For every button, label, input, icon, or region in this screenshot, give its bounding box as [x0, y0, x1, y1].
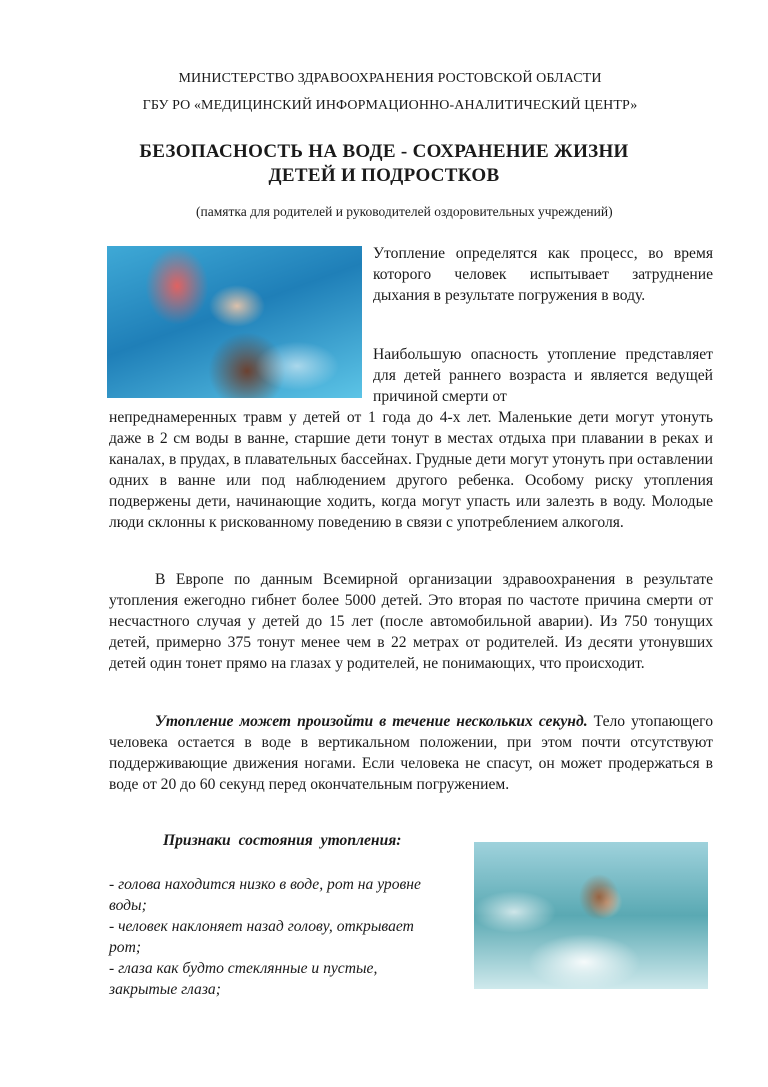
list-item: - глаза как будто стеклянные и пустые, закрытые глаза; — [109, 960, 378, 998]
list-item: - человек наклоняет назад голову, открывает рот; — [109, 918, 414, 956]
paragraph-definition: Утопление определятся как процесс, во время которого человек испытывает затруднение дыхания в результате погружения в воду. — [373, 245, 713, 304]
page-subtitle: (памятка для родителей и руководителей оздоровительных учреждений) — [196, 204, 613, 219]
girl-splashing-photo — [474, 842, 708, 989]
page-title — [0, 140, 768, 188]
list-item: - голова находится низко в воде, рот на уровне воды; — [109, 876, 421, 914]
paragraph-danger-start: Наибольшую опасность утопление представляет для детей раннего возраста и является ведущей причиной смерти от — [373, 346, 713, 405]
signs-list — [109, 874, 439, 1000]
paragraph-europe-stats: В Европе по данным Всемирной организации здравоохранения в результате утопления ежегодно гибнет более 5000 детей. Это вторая по частоте причина смерти от несчастного случая у детей до 15 лет (после автомобильной аварии). Из 750 тонущих детей, примерно 375 тонут менее чем в 22 метрах от родителей. Из десяти утонувших детей один тонет прямо на глазах у родителей, не понимающих, что происходит. — [109, 571, 713, 672]
center-header: ГБУ РО «МЕДИЦИНСКИЙ ИНФОРМАЦИОННО-АНАЛИТИЧЕСКИЙ ЦЕНТР» — [142, 98, 638, 113]
paragraph-seconds — [109, 711, 713, 795]
title-line-1: БЕЗОПАСНОСТЬ НА ВОДЕ - СОХРАНЕНИЕ ЖИЗНИ — [139, 141, 629, 162]
title-line-2: ДЕТЕЙ И ПОДРОСТКОВ — [268, 165, 500, 186]
paragraph-danger-rest: непреднамеренных травм у детей от 1 года до 4-х лет. Маленькие дети могут утонуть даже в 2 см воды в ванне, старшие дети тонут в местах отдыха при плавании в реках и каналах, в прудах, в плавательных бассейнах. Грудные дети могут утонуть при оставлении одних в ванне или под наблюдением другого ребенка. Особому риску утопления подвержены дети, начинающие ходить, когда могут упасть или залезть в воду. Молодые люди склонны к рискованному поведению в связи с употреблением алкоголя. — [109, 409, 713, 531]
children-swimming-photo — [107, 246, 362, 398]
paragraph-seconds-emphasis: Утопление может произойти в течение нескольких секунд. — [155, 713, 588, 730]
paragraph-seconds-rest: Тело утопающего человека остается в воде в вертикальном положении, при этом почти отсутствуют поддерживающие движения ногами. Если человека не спасут, он может продержаться в воде от 20 до 60 секунд перед окончательным погружением. — [109, 713, 713, 793]
signs-heading: Признаки состояния утопления: — [163, 832, 402, 849]
ministry-header: МИНИСТЕРСТВО ЗДРАВООХРАНЕНИЯ РОСТОВСКОЙ ОБЛАСТИ — [178, 71, 602, 86]
